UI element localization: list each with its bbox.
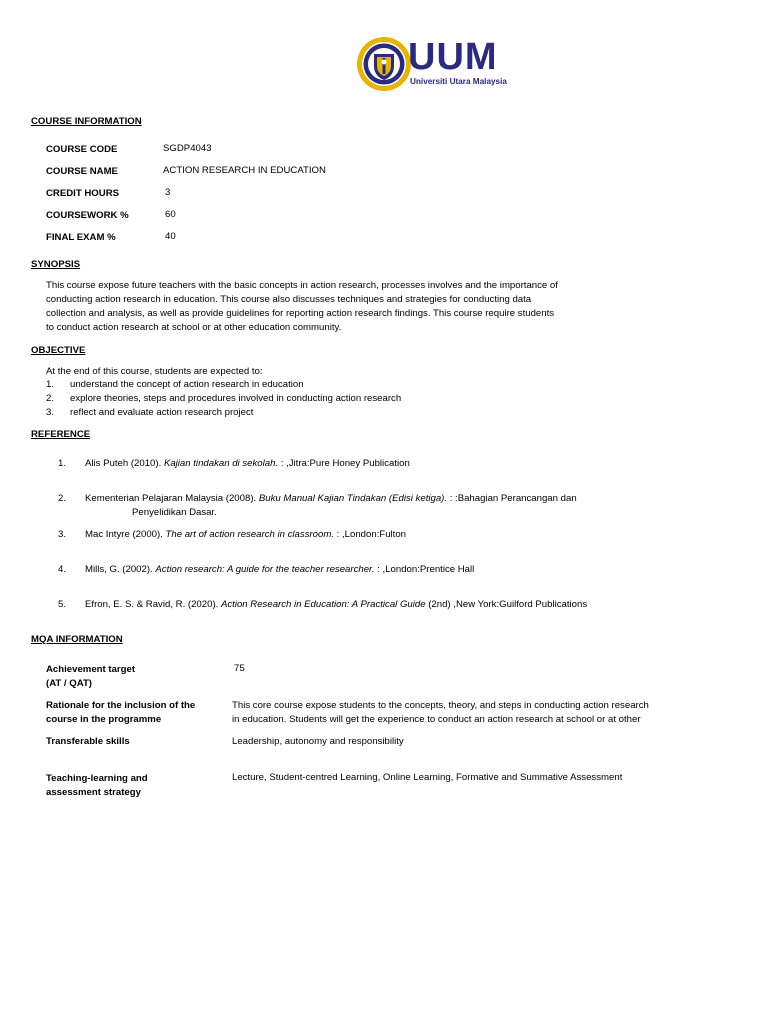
objective-intro: At the end of this course, students are expected to: <box>46 366 263 377</box>
credit-hours-value: 3 <box>165 187 171 198</box>
reference-title: Buku Manual Kajian Tindakan (Edisi ketiga). <box>258 493 448 504</box>
mqa-label: assessment strategy <box>46 787 141 798</box>
credit-hours-label: CREDIT HOURS <box>46 188 120 199</box>
mqa-value: Lecture, Student-centred Learning, Online Learning, Formative and Summative Assessment <box>232 772 623 783</box>
reference-heading: REFERENCE <box>31 429 91 440</box>
reference-title: Action research: A guide for the teacher researcher. <box>155 564 375 575</box>
mqa-heading: MQA INFORMATION <box>31 634 123 645</box>
mqa-label: (AT / QAT) <box>46 678 93 689</box>
reference-continuation: Penyelidikan Dasar. <box>132 507 217 518</box>
reference-number: 2. <box>58 493 67 504</box>
reference-publisher: : :Bahagian Perancangan dan <box>447 493 577 504</box>
mqa-value: This core course expose students to the concepts, theory, and steps in conducting action research <box>232 700 649 711</box>
reference-entry <box>85 457 410 471</box>
reference-entry <box>85 528 406 542</box>
mqa-value: Leadership, autonomy and responsibility <box>232 736 404 747</box>
mqa-label: course in the programme <box>46 714 162 725</box>
course-name-label: COURSE NAME <box>46 166 118 177</box>
reference-number: 3. <box>58 529 67 540</box>
synopsis-line: conducting action research in education. This course also discusses techniques and strategies for conducting data <box>46 294 532 305</box>
objective-number: 3. <box>46 407 55 418</box>
objective-number: 1. <box>46 379 55 390</box>
mqa-value: in education. Students will get the experience to conduct an action research at school or at other <box>232 714 641 725</box>
course-code-label: COURSE CODE <box>46 144 118 155</box>
reference-publisher: (2nd) ,New York:Guilford Publications <box>425 599 588 610</box>
course-information-heading: COURSE INFORMATION <box>31 116 142 127</box>
reference-publisher: : ,London:Fulton <box>334 529 407 540</box>
reference-entry <box>85 563 474 577</box>
reference-title: Kajian tindakan di sekolah. <box>163 458 279 469</box>
synopsis-heading: SYNOPSIS <box>31 259 81 270</box>
reference-number: 1. <box>58 458 67 469</box>
reference-entry <box>85 492 577 506</box>
objective-item: explore theories, steps and procedures involved in conducting action research <box>70 393 402 404</box>
final-exam-value: 40 <box>165 231 176 242</box>
reference-publisher: : ,Jitra:Pure Honey Publication <box>278 458 410 469</box>
reference-author: Mills, G. (2002). <box>85 564 156 575</box>
reference-number: 5. <box>58 599 67 610</box>
logo-wordmark: UUM <box>408 36 498 78</box>
mqa-label: Transferable skills <box>46 736 130 747</box>
course-name-value: ACTION RESEARCH IN EDUCATION <box>163 165 326 176</box>
reference-publisher: : ,London:Prentice Hall <box>374 564 475 575</box>
uum-logo <box>356 36 526 94</box>
objective-heading: OBJECTIVE <box>31 345 86 356</box>
coursework-label: COURSEWORK % <box>46 210 129 221</box>
objective-item: reflect and evaluate action research project <box>70 407 254 418</box>
mqa-label: Teaching-learning and <box>46 773 148 784</box>
objective-item: understand the concept of action research in education <box>70 379 304 390</box>
reference-author: Mac Intyre (2000). <box>85 529 166 540</box>
reference-title: Action Research in Education: A Practical Guide <box>220 599 426 610</box>
logo-subtitle: Universiti Utara Malaysia <box>410 77 507 86</box>
coursework-value: 60 <box>165 209 176 220</box>
synopsis-line: collection and analysis, as well as provide guidelines for reporting action research findings. This course require students <box>46 308 555 319</box>
course-code-value: SGDP4043 <box>163 143 212 154</box>
mqa-value: 75 <box>234 663 245 674</box>
synopsis-line: This course expose future teachers with the basic concepts in action research, processes involves and the importance of <box>46 280 558 291</box>
reference-title: The art of action research in classroom. <box>165 529 335 540</box>
reference-entry <box>85 598 587 612</box>
final-exam-label: FINAL EXAM % <box>46 232 116 243</box>
reference-number: 4. <box>58 564 67 575</box>
synopsis-line: to conduct action research at school or at other education community. <box>46 322 342 333</box>
mqa-label: Rationale for the inclusion of the <box>46 700 196 711</box>
university-seal-icon <box>356 36 412 92</box>
reference-author: Alis Puteh (2010). <box>85 458 164 469</box>
mqa-label: Achievement target <box>46 664 136 675</box>
reference-author: Kementerian Pelajaran Malaysia (2008). <box>85 493 259 504</box>
objective-number: 2. <box>46 393 55 404</box>
reference-author: Efron, E. S. & Ravid, R. (2020). <box>85 599 221 610</box>
